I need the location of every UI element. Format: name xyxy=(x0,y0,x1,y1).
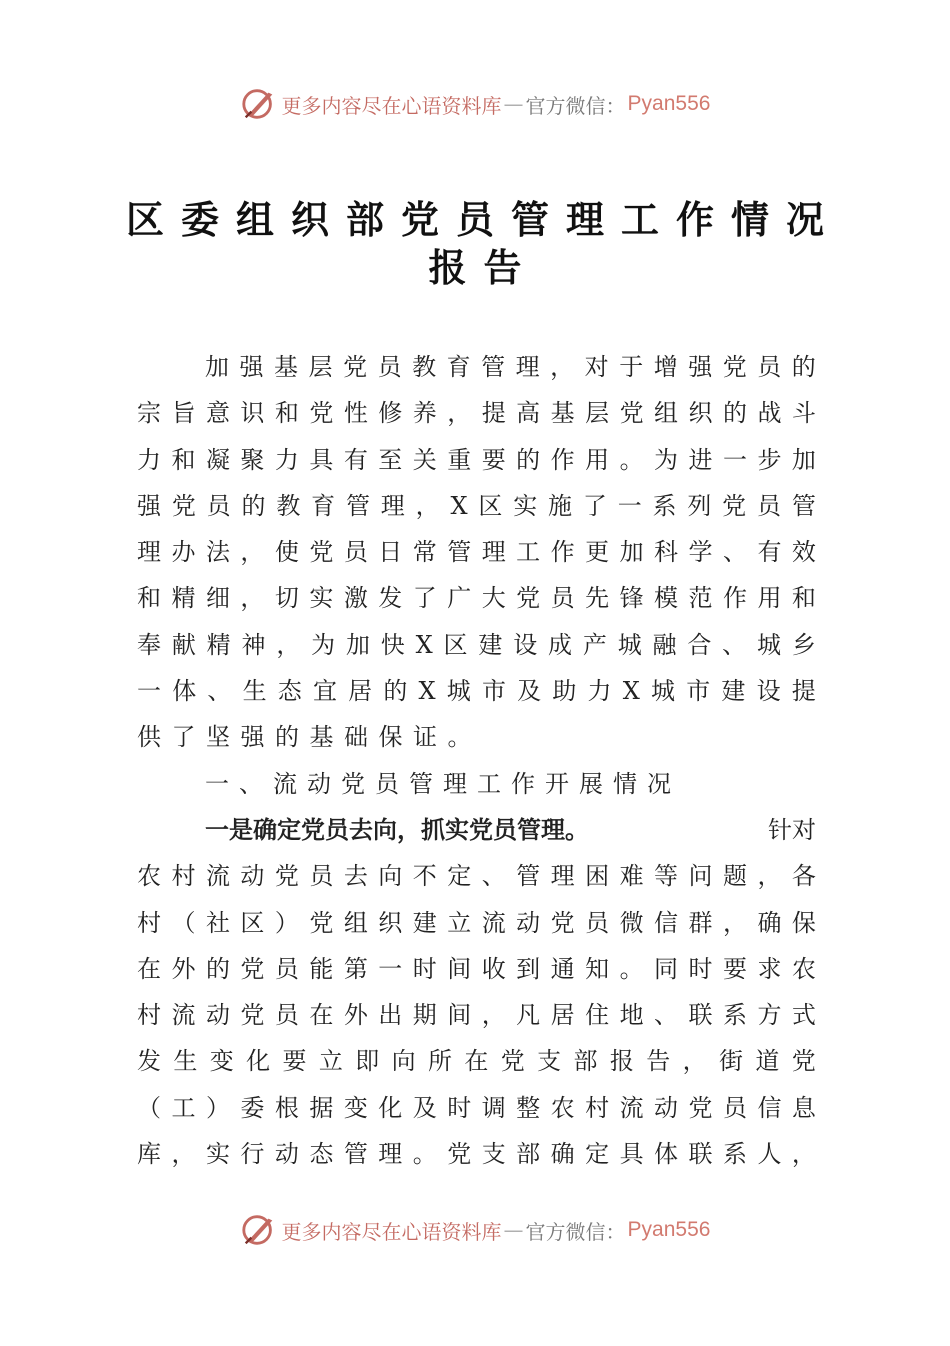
paragraph-1-line: 和 精 细 ， 切 实 激 发 了 广 大 党 员 先 锋 模 范 作 用 和 xyxy=(137,584,816,613)
paragraph-2-line: 农 村 流 动 党 员 去 向 不 定 、 管 理 困 难 等 问 题 ， 各 xyxy=(137,862,816,891)
paragraph-2-line: 村 流 动 党 员 在 外 出 期 间 ， 凡 居 住 地 、 联 系 方 式 xyxy=(137,1001,816,1030)
paragraph-1-line: 供了坚强的基础保证。 xyxy=(137,723,482,752)
title-line-1: 区委组织部党员管理工作情况 xyxy=(125,197,841,242)
paragraph-2-lead-bold: 一是确定党员去向，抓实党员管理。 xyxy=(205,814,589,844)
paragraph-2-line: （ 工 ） 委 根 据 变 化 及 时 调 整 农 村 流 动 党 员 信 息 xyxy=(137,1093,816,1122)
watermark-banner-bottom xyxy=(0,1210,950,1250)
watermark-banner-top xyxy=(0,84,950,124)
watermark-dash: — xyxy=(503,92,524,116)
paragraph-2-line: 村 （ 社 区 ） 党 组 织 建 立 流 动 党 员 微 信 群 ， 确 保 xyxy=(137,908,816,937)
watermark-wechat-id: Pyan556 xyxy=(627,92,711,115)
watermark-label: 官方微信： xyxy=(525,1219,626,1244)
quill-logo-icon xyxy=(240,1211,278,1249)
watermark-text: 更多内容尽在心语资料库 xyxy=(281,1219,502,1244)
paragraph-2-first-line xyxy=(137,807,816,853)
paragraph-2-lead-rest: 针对 xyxy=(768,815,816,844)
watermark-dash: — xyxy=(503,1218,524,1242)
document-body xyxy=(137,344,816,1177)
paragraph-1-line: 奉 献 精 神 ， 为 加 快 X 区 建 设 成 产 城 融 合 、 城 乡 xyxy=(137,630,816,659)
quill-logo-icon xyxy=(240,85,278,123)
paragraph-1-line: 加 强 基 层 党 员 教 育 管 理 ， 对 于 增 强 党 员 的 xyxy=(205,353,816,381)
watermark-wechat-id: Pyan556 xyxy=(627,1218,711,1241)
paragraph-2-line: 库 ， 实 行 动 态 管 理 。 党 支 部 确 定 具 体 联 系 人 ， xyxy=(137,1140,816,1169)
paragraph-1-line: 强 党 员 的 教 育 管 理 ， X 区 实 施 了 一 系 列 党 员 管 xyxy=(137,491,816,520)
watermark-text: 更多内容尽在心语资料库 xyxy=(281,93,502,118)
paragraph-2-line: 发 生 变 化 要 立 即 向 所 在 党 支 部 报 告 ， 街 道 党 xyxy=(137,1047,816,1076)
document-title xyxy=(0,196,950,292)
paragraph-1-line: 宗 旨 意 识 和 党 性 修 养 ， 提 高 基 层 党 组 织 的 战 斗 xyxy=(137,399,816,428)
title-line-2: 报告 xyxy=(428,245,539,290)
watermark-label: 官方微信： xyxy=(525,93,626,118)
section-1-heading: 一、流动党员管理工作开展情况 xyxy=(205,769,681,798)
paragraph-2-line: 在 外 的 党 员 能 第 一 时 间 收 到 通 知 。 同 时 要 求 农 xyxy=(137,954,816,983)
paragraph-1-line: 一 体 、 生 态 宜 居 的 X 城 市 及 助 力 X 城 市 建 设 提 xyxy=(137,677,816,706)
paragraph-1-line: 力 和 凝 聚 力 具 有 至 关 重 要 的 作 用 。 为 进 一 步 加 xyxy=(137,445,816,474)
paragraph-1-line: 理 办 法 ， 使 党 员 日 常 管 理 工 作 更 加 科 学 、 有 效 xyxy=(137,538,816,567)
